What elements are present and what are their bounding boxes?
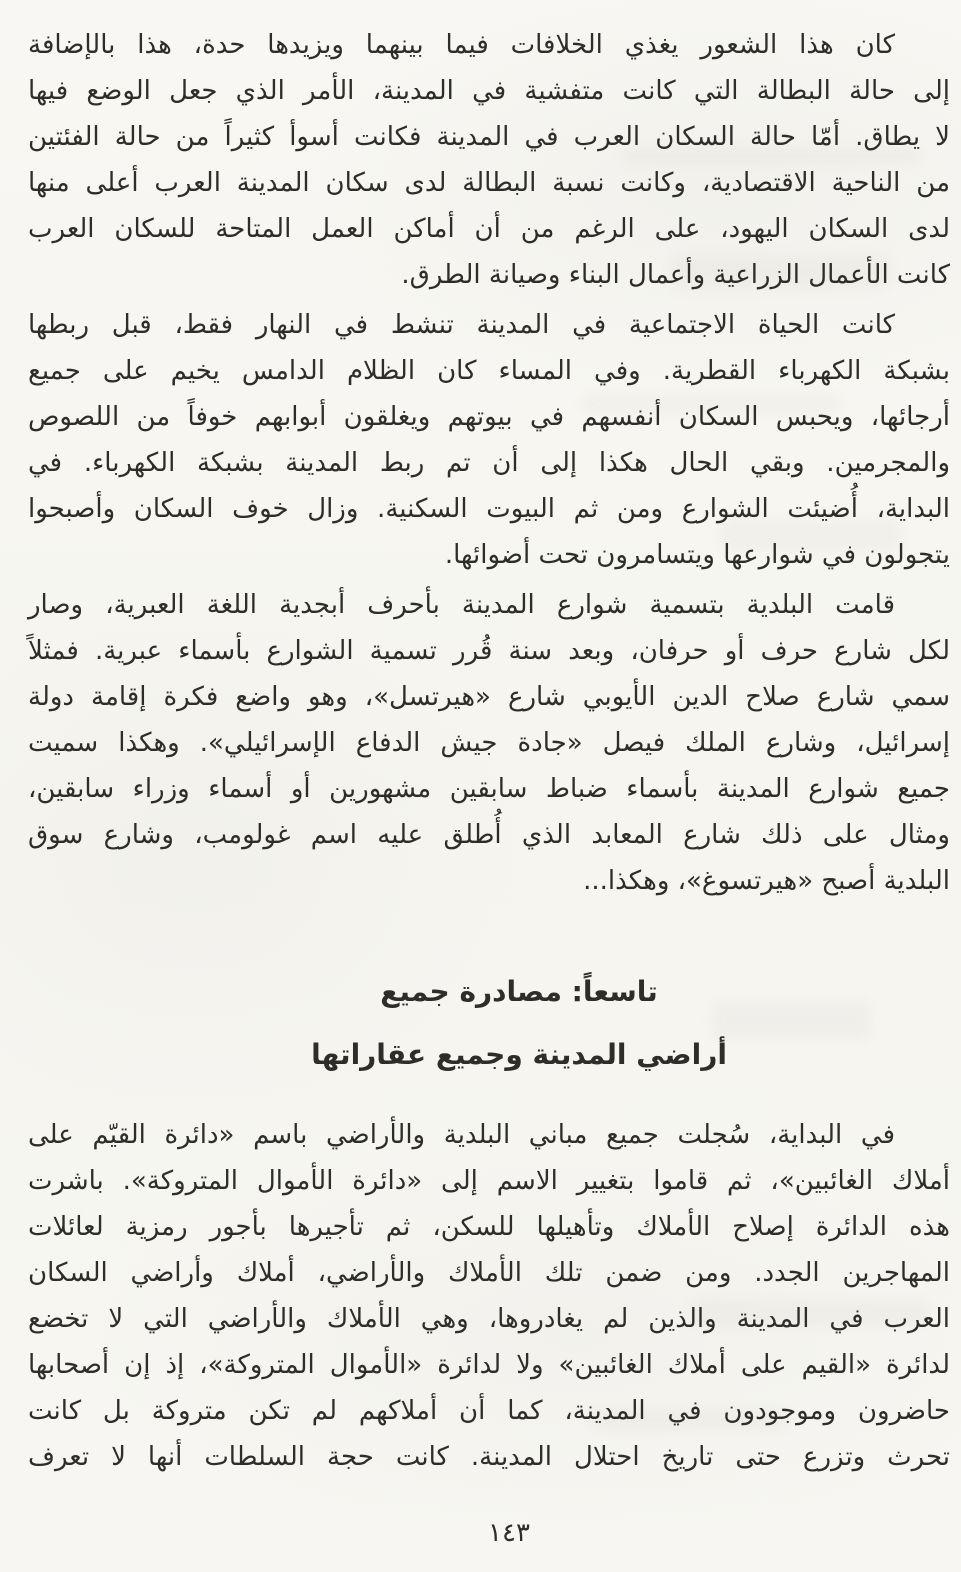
text-line: كانت الحياة الاجتماعية في المدينة تنشط في النهار فقط، قبل ربطها bbox=[28, 310, 895, 340]
page-text-block bbox=[28, 22, 950, 1548]
text-line: جميع شوارع المدينة بأسماء ضباط سابقين مشهورين أو أسماء وزراء سابقين، bbox=[28, 774, 950, 804]
text-line: هذه الدائرة إصلاح الأملاك وتأهيلها للسكن، ثم تأجيرها بأجور رمزية لعائلات bbox=[28, 1212, 950, 1242]
text-line: إلى حالة البطالة التي كانت متفشية في المدينة، الأمر الذي جعل الوضع فيها bbox=[28, 76, 950, 106]
paragraph-1 bbox=[28, 22, 950, 298]
text-line: البداية، أُضيئت الشوارع ومن ثم البيوت السكنية. وزال خوف السكان وأصبحوا bbox=[28, 494, 950, 524]
text-line: البلدية أصبح «هيرتسوغ»، وهكذا... bbox=[583, 866, 950, 896]
text-line: تحرث وتزرع حتى تاريخ احتلال المدينة. كانت حجة السلطات أنها لا تعرف bbox=[28, 1442, 950, 1472]
section-heading bbox=[58, 960, 961, 1086]
paragraph-4 bbox=[28, 1112, 950, 1480]
text-line: والمجرمين. وبقي الحال هكذا إلى أن تم ربط المدينة بشبكة الكهرباء. في bbox=[28, 448, 950, 478]
section-heading-line-1: تاسعاً: مصادرة جميع bbox=[380, 975, 658, 1008]
text-line: سمي شارع صلاح الدين الأيوبي شارع «هيرتسل»، وهو واضع فكرة إقامة دولة bbox=[28, 682, 950, 712]
text-line: لدائرة «القيم على أملاك الغائبين» ولا لدائرة «الأموال المتروكة»، إذ إن أصحابها bbox=[28, 1350, 950, 1380]
text-line: العرب في المدينة والذين لم يغادروها، وهي الأملاك والأراضي التي لا تخضع bbox=[28, 1304, 950, 1334]
text-line: أملاك الغائبين»، ثم قاموا بتغيير الاسم إلى «دائرة الأموال المتروكة». باشرت bbox=[28, 1166, 950, 1196]
text-line: ومثال على ذلك شارع المعابد الذي أُطلق عليه اسم غولومب، وشارع سوق bbox=[28, 820, 950, 850]
text-line: يتجولون في شوارعها ويتسامرون تحت أضوائها. bbox=[444, 540, 950, 570]
text-line: لدى السكان اليهود، على الرغم من أن أماكن العمل المتاحة للسكان العرب bbox=[28, 214, 950, 244]
text-line: المهاجرين الجدد. ومن ضمن تلك الأملاك والأراضي، أملاك وأراضي السكان bbox=[28, 1258, 950, 1288]
page-number: ١٤٣ bbox=[488, 1518, 530, 1548]
text-line: من الناحية الاقتصادية، وكانت نسبة البطالة لدى سكان المدينة العرب أعلى منها bbox=[28, 168, 950, 198]
text-line: إسرائيل، وشارع الملك فيصل «جادة جيش الدفاع الإسرائيلي». وهكذا سميت bbox=[28, 728, 950, 758]
text-line: بشبكة الكهرباء القطرية. وفي المساء كان الظلام الدامس يخيم على جميع bbox=[28, 356, 950, 386]
text-line: لكل شارع حرف أو حرفان، وبعد سنة قُرر تسمية الشوارع بأسماء عبرية. فمثلاً bbox=[28, 636, 950, 666]
paragraph-2 bbox=[28, 302, 950, 578]
text-line: في البداية، سُجلت جميع مباني البلدية والأراضي باسم «دائرة القيّم على bbox=[28, 1120, 895, 1150]
text-line: حاضرون وموجودون في المدينة، كما أن أملاكهم لم تكن متروكة بل كانت bbox=[28, 1396, 950, 1426]
paragraph-3 bbox=[28, 582, 950, 904]
text-line: كان هذا الشعور يغذي الخلافات فيما بينهما ويزيدها حدة، هذا بالإضافة bbox=[28, 30, 895, 60]
section-heading-line-2: أراضي المدينة وجميع عقاراتها bbox=[311, 1038, 727, 1071]
text-line: لا يطاق. أمّا حالة السكان العرب في المدينة فكانت أسوأ كثيراً من حالة الفئتين bbox=[28, 122, 950, 152]
text-line: قامت البلدية بتسمية شوارع المدينة بأحرف أبجدية اللغة العبرية، وصار bbox=[28, 590, 895, 620]
text-line: أرجائها، ويحبس السكان أنفسهم في بيوتهم ويغلقون أبوابهم خوفاً من اللصوص bbox=[28, 402, 950, 432]
text-line: كانت الأعمال الزراعية وأعمال البناء وصيانة الطرق. bbox=[401, 260, 950, 290]
